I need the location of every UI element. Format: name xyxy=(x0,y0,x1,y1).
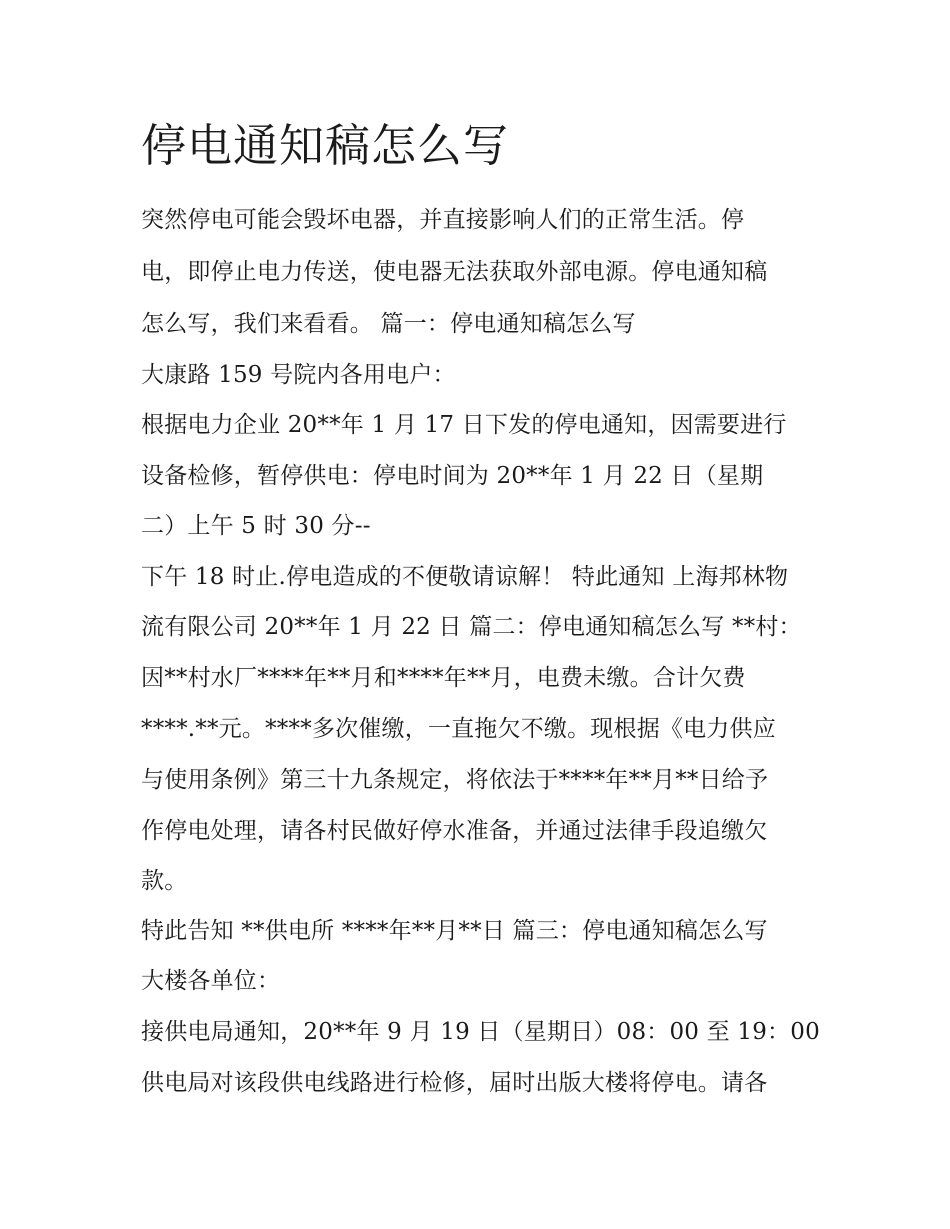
paragraph-line: 作停电处理，请各村民做好停水准备，并通过法律手段追缴欠 xyxy=(141,818,768,844)
paragraph-line: 电，即停止电力传送，使电器无法获取外部电源。停电通知稿 xyxy=(141,259,768,285)
paragraph-line: 流有限公司 20**年 1 月 22 日 篇二：停电通知稿怎么写 **村： xyxy=(141,614,802,640)
document-title: 停电通知稿怎么写 xyxy=(141,119,510,172)
paragraph-line: 特此告知 **供电所 ****年**月**日 篇三：停电通知稿怎么写 xyxy=(141,918,768,944)
paragraph-line: 下午 18 时止.停电造成的不便敬请谅解！ 特此通知 上海邦林物 xyxy=(141,564,789,590)
paragraph-line: 根据电力企业 20**年 1 月 17 日下发的停电通知，因需要进行 xyxy=(141,412,787,438)
paragraph-line: 与使用条例》第三十九条规定，将依法于****年**月**日给予 xyxy=(141,767,769,793)
paragraph-line: 怎么写，我们来看看。 篇一：停电通知稿怎么写 xyxy=(141,311,636,337)
paragraph-line: 供电局对该段供电线路进行检修，届时出版大楼将停电。请各 xyxy=(141,1070,768,1096)
paragraph-line: 突然停电可能会毁坏电器，并直接影响人们的正常生活。停 xyxy=(141,207,745,233)
paragraph-line: 设备检修，暂停供电：停电时间为 20**年 1 月 22 日（星期 xyxy=(141,463,764,489)
paragraph-line: 大楼各单位： xyxy=(141,968,281,994)
paragraph-line: 二）上午 5 时 30 分-- xyxy=(141,513,371,539)
paragraph-line: ****.**元。****多次催缴，一直拖欠不缴。现根据《电力供应 xyxy=(141,716,776,742)
paragraph-line: 大康路 159 号院内各用电户： xyxy=(141,362,456,388)
paragraph-line: 款。 xyxy=(141,868,188,894)
paragraph-line: 接供电局通知，20**年 9 月 19 日（星期日）08：00 至 19：00 xyxy=(141,1019,820,1045)
paragraph-line: 因**村水厂****年**月和****年**月，电费未缴。合计欠费 xyxy=(141,665,746,691)
